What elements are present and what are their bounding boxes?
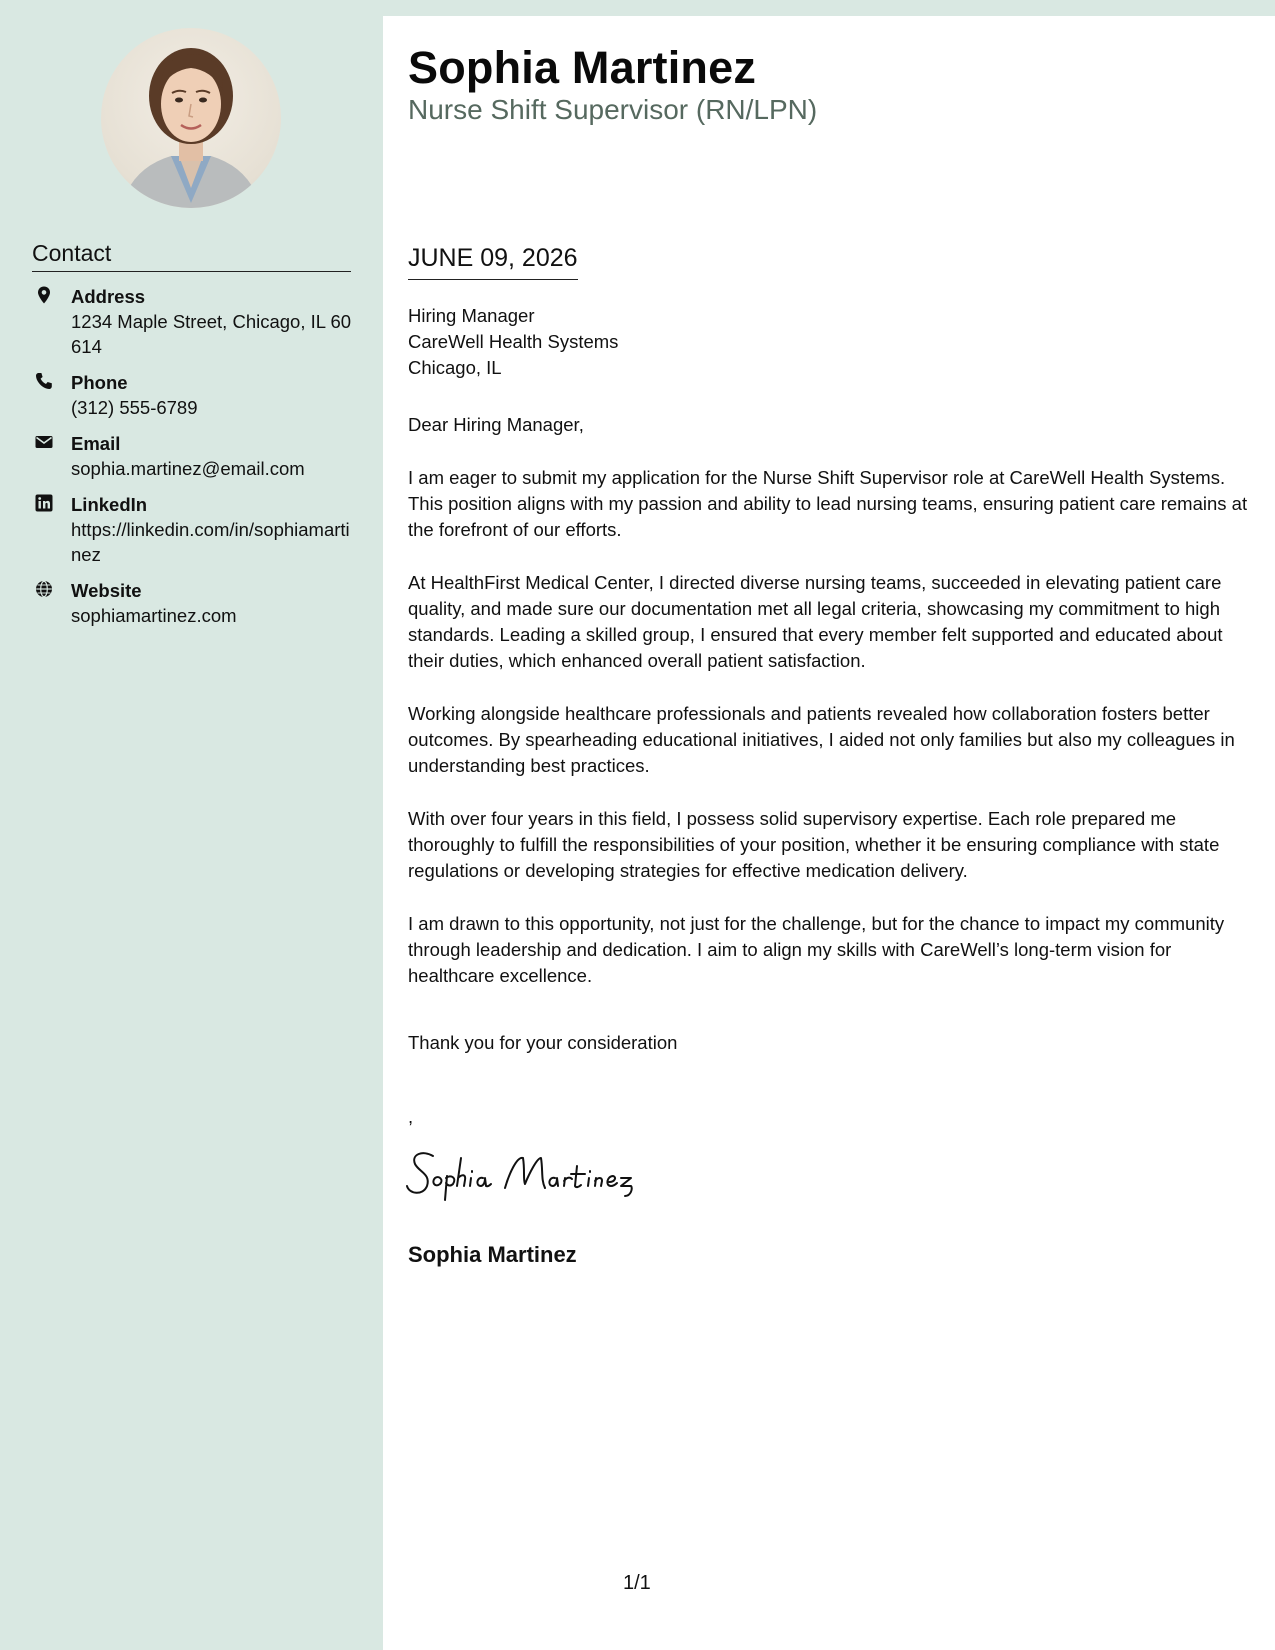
- website-value[interactable]: sophiamartinez.com: [71, 605, 237, 626]
- envelope-icon: [35, 433, 53, 451]
- contact-label: Website: [71, 580, 142, 601]
- contact-label: Email: [71, 433, 121, 454]
- contact-item-linkedin: [32, 492, 352, 567]
- email-value[interactable]: sophia.martinez@email.com: [71, 458, 305, 479]
- closing-line: Thank you for your consideration: [408, 1032, 678, 1053]
- sidebar: [0, 0, 383, 1650]
- contact-item-address: [32, 284, 352, 359]
- contact-list: [32, 284, 352, 639]
- salutation: Dear Hiring Manager,: [408, 414, 584, 435]
- contact-label: Address: [71, 286, 146, 307]
- linkedin-icon: [35, 494, 53, 512]
- handwritten-signature: [405, 1144, 665, 1204]
- contact-item-website: [32, 578, 352, 628]
- avatar: [101, 28, 281, 208]
- recipient-line: Hiring Manager: [408, 305, 535, 326]
- recipient-block: [408, 303, 618, 381]
- letter-body: [383, 16, 1275, 1650]
- address-value: 1234 Maple Street, Chicago, IL 60614: [71, 311, 352, 357]
- paragraph: I am drawn to this opportunity, not just for the challenge, but for the chance to impact my community through leadership and dedication. I aim to align my skills with CareWell’s long-term vision for healthcare excellence.: [408, 913, 1225, 986]
- paragraph: Working alongside healthcare professionals and patients revealed how collaboration fosters better outcomes. By spearheading educational initiatives, I aided not only families but also my colleagues in understanding best practices.: [408, 703, 1235, 776]
- contact-heading: Contact: [32, 240, 351, 272]
- contact-item-phone: [32, 370, 352, 420]
- paragraph: At HealthFirst Medical Center, I directed diverse nursing teams, succeeded in elevating patient care quality, and made sure our documentation met all legal criteria, showcasing my commitment to high standards. Leading a skilled group, I ensured that every member felt supported and educated about their duties, which enhanced overall patient satisfaction.: [408, 572, 1223, 671]
- recipient-line: Chicago, IL: [408, 357, 502, 378]
- recipient-line: CareWell Health Systems: [408, 331, 619, 352]
- contact-item-email: [32, 431, 352, 481]
- paragraph: I am eager to submit my application for the Nurse Shift Supervisor role at CareWell Health Systems. This position aligns with my passion and ability to lead nursing teams, ensuring patient care remains at the forefront of our efforts.: [408, 467, 1248, 540]
- page-number: 1/1: [623, 1572, 651, 1594]
- signer-name: Sophia Martinez: [408, 1242, 577, 1267]
- applicant-name: Sophia Martinez: [408, 42, 757, 93]
- contact-label: LinkedIn: [71, 494, 148, 515]
- location-pin-icon: [35, 286, 53, 304]
- paragraph: With over four years in this field, I possess solid supervisory expertise. Each role prepared me thoroughly to fulfill the responsibilities of your position, whether it be ensuring compliance with state regulations or developing strategies for effective medication delivery.: [408, 808, 1220, 881]
- letter-date: JUNE 09, 2026: [408, 244, 578, 280]
- job-title: Nurse Shift Supervisor (RN/LPN): [408, 94, 818, 125]
- closing-punctuation: ,: [408, 1106, 414, 1127]
- linkedin-value[interactable]: https://linkedin.com/in/sophiamartinez: [71, 519, 350, 565]
- globe-icon: [35, 580, 53, 598]
- contact-label: Phone: [71, 372, 128, 393]
- phone-value[interactable]: (312) 555-6789: [71, 397, 198, 418]
- letter-content: [408, 412, 1253, 1016]
- phone-icon: [35, 372, 53, 390]
